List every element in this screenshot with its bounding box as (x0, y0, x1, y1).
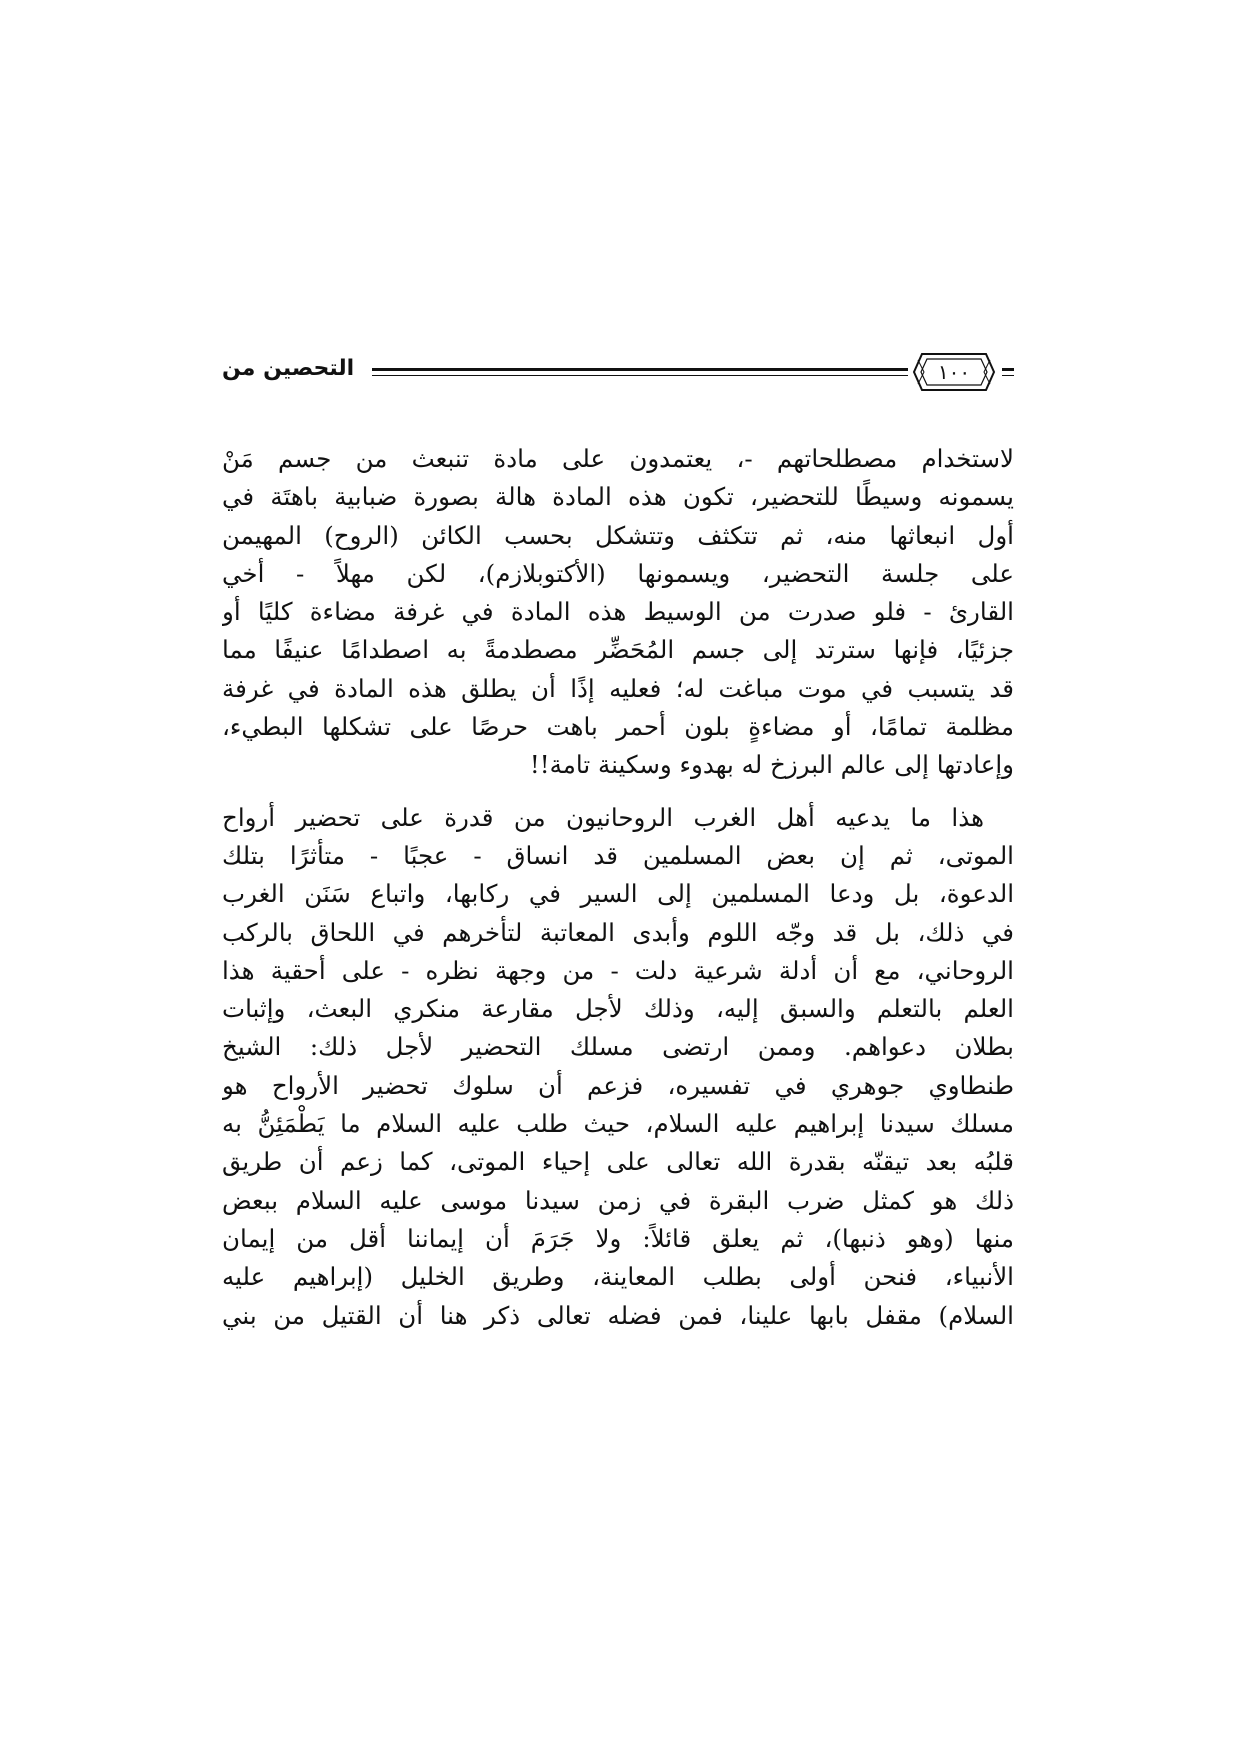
text-line: مسلك سيدنا إبراهيم عليه السلام، حيث طلب عليه السلام ما يَطْمَئِنُّ به (222, 1109, 1014, 1139)
text-line: العلم بالتعلم والسبق إليه، وذلك لأجل مقارعة منكري البعث، وإثبات (222, 994, 1014, 1024)
text-line: ذلك هو كمثل ضرب البقرة في زمن سيدنا موسى عليه السلام ببعض (222, 1185, 1014, 1215)
text-line: جزئيًا، فإنها سترتد إلى جسم المُحَضِّر مصطدمةً به اصطدامًا عنيفًا مما (222, 635, 1014, 665)
text-line: مظلمة تمامًا، أو مضاءةٍ بلون أحمر باهت حرصًا على تشكلها البطيء، (222, 712, 1014, 742)
header-rule-left-thick (372, 368, 908, 371)
text-line: الأنبياء، فنحن أولى بطلب المعاينة، وطريق الخليل (إبراهيم عليه (222, 1262, 1014, 1292)
page-number: ١٠٠ (937, 360, 971, 384)
text-line: قلبُه بعد تيقنّه بقدرة الله تعالى على إحياء الموتى، كما زعم أن طريق (222, 1147, 1014, 1177)
text-line: طنطاوي جوهري في تفسيره، فزعم أن سلوك تحضير الأرواح هو (222, 1070, 1014, 1100)
paragraph-2 (222, 799, 1014, 1335)
header-rule-right-thin (1002, 375, 1014, 376)
text-line: في ذلك، بل قد وجّه اللوم وأبدى المعاتبة لتأخرهم في اللحاق بالركب (222, 917, 1014, 947)
text-line: أول انبعاثها منه، ثم تتكثف وتتشكل بحسب الكائن (الروح) المهيمن (222, 520, 1014, 550)
text-line: وإعادتها إلى عالم البرزخ له بهدوء وسكينة تامة!! (529, 750, 1014, 780)
running-title: التحصين من (222, 356, 355, 381)
header-rule-left-thin (372, 375, 908, 376)
body-text (222, 440, 1014, 1335)
text-line: الموتى، ثم إن بعض المسلمين قد انساق - عجبًا - متأثرًا بتلك (222, 840, 1014, 870)
text-line: منها (وهو ذنبها)، ثم يعلق قائلاً: ولا جَرَمَ أن إيماننا أقل من إيمان (222, 1223, 1014, 1253)
text-line: الروحاني، مع أن أدلة شرعية دلت - من وجهة نظره - على أحقية هذا (222, 955, 1014, 985)
text-line: الدعوة، بل ودعا المسلمين إلى السير في ركابها، واتباع سَنَن الغرب (222, 879, 1014, 909)
text-line: لاستخدام مصطلحاتهم -، يعتمدون على مادة تنبعث من جسم مَنْ (222, 444, 1014, 473)
running-header (222, 348, 1014, 408)
text-line: السلام) مقفل بابها علينا، فمن فضله تعالى ذكر هنا أن القتيل من بني (222, 1300, 1014, 1330)
text-line: قد يتسبب في موت مباغت له؛ فعليه إذًا أن يطلق هذه المادة في غرفة (222, 673, 1014, 703)
paragraph-1 (222, 440, 1014, 785)
text-line: بطلان دعواهم. وممن ارتضى مسلك التحضير لأجل ذلك: الشيخ (222, 1032, 1014, 1062)
text-line: يسمونه وسيطًا للتحضير، تكون هذه المادة هالة بصورة ضبابية باهتَة في (222, 482, 1014, 512)
header-rule-right-thick (1002, 368, 1014, 371)
text-line: القارئ - فلو صدرت من الوسيط هذه المادة في غرفة مضاءة كليًا أو (222, 597, 1014, 627)
text-line: على جلسة التحضير، ويسمونها (الأكتوبلازم)، لكن مهلاً - أخي (222, 558, 1014, 588)
page-number-badge (912, 350, 996, 394)
text-line: هذا ما يدعيه أهل الغرب الروحانيون من قدرة على تحضير أرواح (222, 802, 984, 832)
